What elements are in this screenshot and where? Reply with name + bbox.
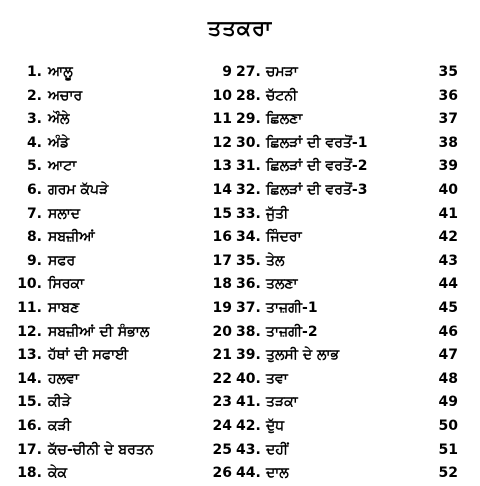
entry-page: 12 bbox=[212, 134, 232, 151]
toc-row bbox=[14, 321, 250, 345]
toc-row bbox=[236, 85, 472, 109]
entry-title: ਛਿਲੜਾਂ ਦੀ ਵਰਤੋਂ-3 bbox=[266, 181, 368, 198]
entry-number: 42. bbox=[236, 417, 261, 434]
toc-column-right bbox=[236, 61, 472, 486]
entry-page: 15 bbox=[212, 205, 232, 222]
entry-title: ਗਰਮ ਕੱਪੜੇ bbox=[48, 181, 109, 198]
entry-page: 41 bbox=[438, 205, 458, 222]
entry-title: ਦੁੱਧ bbox=[266, 417, 285, 434]
entry-page: 50 bbox=[438, 417, 458, 434]
page-title: ਤਤਕਰਾ bbox=[207, 16, 273, 40]
entry-number: 2. bbox=[26, 87, 42, 104]
toc-row bbox=[236, 297, 472, 321]
entry-number: 8. bbox=[26, 229, 42, 246]
entry-number: 28. bbox=[236, 87, 261, 104]
entry-number: 7. bbox=[26, 205, 42, 222]
entry-title: ਛਿਲੜਾਂ ਦੀ ਵਰਤੋਂ-1 bbox=[266, 134, 368, 151]
entry-page: 37 bbox=[438, 111, 458, 128]
entry-title: ਹਲਵਾ bbox=[48, 370, 79, 387]
toc-row bbox=[14, 61, 250, 85]
entry-number: 35. bbox=[236, 252, 261, 269]
toc-row bbox=[236, 321, 472, 345]
toc-row bbox=[236, 273, 472, 297]
entry-title: ਜਿੰਦਰਾ bbox=[266, 229, 302, 246]
toc-row bbox=[14, 179, 250, 203]
toc-row bbox=[236, 132, 472, 156]
entry-title: ਸਿਰਕਾ bbox=[48, 276, 85, 293]
entry-number: 38. bbox=[236, 323, 261, 340]
toc-row bbox=[236, 462, 472, 486]
entry-title: ਚੱਟਨੀ bbox=[266, 87, 298, 104]
entry-title: ਦਹੀਂ bbox=[266, 441, 289, 458]
entry-number: 3. bbox=[26, 111, 42, 128]
toc-row bbox=[14, 85, 250, 109]
entry-title: ਅੰਡੇ bbox=[48, 134, 70, 151]
entry-title: ਕੇਕ bbox=[48, 465, 68, 482]
entry-number: 36. bbox=[236, 276, 261, 293]
entry-number: 29. bbox=[236, 111, 261, 128]
entry-page: 46 bbox=[438, 323, 458, 340]
entry-title: ਸਾਬਣ bbox=[48, 299, 80, 316]
entry-title: ਕੱਚ-ਚੀਨੀ ਦੇ ਬਰਤਨ bbox=[48, 441, 154, 458]
toc-row bbox=[236, 203, 472, 227]
toc-row bbox=[14, 368, 250, 392]
toc-row bbox=[236, 155, 472, 179]
toc-row bbox=[14, 344, 250, 368]
entry-page: 42 bbox=[438, 229, 458, 246]
entry-page: 13 bbox=[212, 158, 232, 175]
entry-page: 44 bbox=[438, 276, 458, 293]
toc-row bbox=[236, 250, 472, 274]
toc-row bbox=[236, 344, 472, 368]
entry-title: ਆਟਾ bbox=[48, 158, 77, 175]
toc-row bbox=[14, 273, 250, 297]
entry-page: 35 bbox=[438, 64, 458, 80]
entry-number: 37. bbox=[236, 299, 261, 316]
toc-row bbox=[236, 226, 472, 250]
entry-page: 51 bbox=[438, 441, 458, 458]
entry-page: 18 bbox=[212, 276, 232, 293]
entry-title: ਆਲੂ bbox=[48, 64, 73, 80]
entry-title: ਦਾਲ bbox=[266, 465, 289, 482]
entry-number: 32. bbox=[236, 181, 261, 198]
entry-page: 9 bbox=[222, 64, 232, 80]
entry-title: ਜੁੱਤੀ bbox=[266, 205, 289, 222]
toc-row bbox=[14, 108, 250, 132]
entry-page: 10 bbox=[212, 87, 232, 104]
entry-number: 9. bbox=[26, 252, 42, 269]
toc-row bbox=[14, 250, 250, 274]
entry-page: 21 bbox=[212, 347, 232, 364]
entry-page: 20 bbox=[212, 323, 232, 340]
entry-number: 31. bbox=[236, 158, 261, 175]
entry-page: 17 bbox=[212, 252, 232, 269]
entry-page: 25 bbox=[212, 441, 232, 458]
entry-page: 19 bbox=[212, 299, 232, 316]
entry-page: 49 bbox=[438, 394, 458, 411]
entry-page: 52 bbox=[438, 465, 458, 482]
entry-number: 1. bbox=[26, 64, 42, 80]
entry-title: ਤਾਜ਼ਗੀ-1 bbox=[266, 299, 318, 316]
entry-number: 27. bbox=[236, 64, 261, 80]
entry-number: 40. bbox=[236, 370, 261, 387]
entry-page: 43 bbox=[438, 252, 458, 269]
entry-page: 24 bbox=[212, 417, 232, 434]
entry-title: ਹੱਥਾਂ ਦੀ ਸਫਾਈ bbox=[48, 347, 129, 364]
entry-title: ਕੀੜੇ bbox=[48, 394, 71, 411]
toc-row bbox=[14, 391, 250, 415]
entry-number: 12. bbox=[17, 323, 42, 340]
entry-title: ਛਿਲਣਾ bbox=[266, 111, 303, 128]
toc-row bbox=[14, 226, 250, 250]
entry-number: 44. bbox=[236, 465, 261, 482]
entry-page: 14 bbox=[212, 181, 232, 198]
entry-title: ਤਵਾ bbox=[266, 370, 288, 387]
entry-page: 47 bbox=[438, 347, 458, 364]
entry-page: 23 bbox=[212, 394, 232, 411]
entry-number: 5. bbox=[26, 158, 42, 175]
entry-title: ਤਾਜ਼ਗੀ-2 bbox=[266, 323, 318, 340]
entry-title: ਤੇਲ bbox=[266, 252, 285, 269]
toc-row bbox=[14, 203, 250, 227]
entry-number: 14. bbox=[17, 370, 42, 387]
toc-row bbox=[14, 462, 250, 486]
entry-page: 39 bbox=[438, 158, 458, 175]
entry-number: 6. bbox=[26, 181, 42, 198]
entry-page: 38 bbox=[438, 134, 458, 151]
entry-number: 11. bbox=[17, 299, 42, 316]
entry-page: 16 bbox=[212, 229, 232, 246]
entry-page: 36 bbox=[438, 87, 458, 104]
entry-title: ਤੜਕਾ bbox=[266, 394, 298, 411]
entry-number: 34. bbox=[236, 229, 261, 246]
toc-row bbox=[236, 391, 472, 415]
toc-row bbox=[236, 439, 472, 463]
entry-title: ਤਲਣਾ bbox=[266, 276, 298, 293]
toc-row bbox=[236, 415, 472, 439]
entry-title: ਸਬਜ਼ੀਆਂ ਦੀ ਸੰਭਾਲ bbox=[48, 323, 150, 340]
entry-number: 30. bbox=[236, 134, 261, 151]
entry-number: 39. bbox=[236, 347, 261, 364]
entry-number: 16. bbox=[17, 417, 42, 434]
toc-row bbox=[236, 108, 472, 132]
entry-number: 15. bbox=[17, 394, 42, 411]
entry-title: ਸਫਰ bbox=[48, 252, 76, 269]
toc-row bbox=[14, 132, 250, 156]
toc-row bbox=[14, 155, 250, 179]
entry-title: ਔਲੇ bbox=[48, 111, 70, 128]
entry-title: ਅਚਾਰ bbox=[48, 87, 83, 104]
entry-number: 13. bbox=[17, 347, 42, 364]
entry-page: 22 bbox=[212, 370, 232, 387]
entry-title: ਸਬਜ਼ੀਆਂ bbox=[48, 229, 95, 246]
toc-row bbox=[14, 297, 250, 321]
entry-number: 17. bbox=[17, 441, 42, 458]
entry-page: 40 bbox=[438, 181, 458, 198]
entry-number: 33. bbox=[236, 205, 261, 222]
entry-page: 11 bbox=[212, 111, 232, 128]
entry-page: 45 bbox=[438, 299, 458, 316]
entry-title: ਛਿਲੜਾਂ ਦੀ ਵਰਤੋਂ-2 bbox=[266, 158, 368, 175]
toc-row bbox=[14, 439, 250, 463]
entry-number: 18. bbox=[17, 465, 42, 482]
entry-title: ਤੁਲਸੀ ਦੇ ਲਾਭ bbox=[266, 347, 340, 364]
entry-title: ਸਲਾਦ bbox=[48, 205, 81, 222]
toc-row bbox=[236, 368, 472, 392]
toc-row bbox=[236, 61, 472, 85]
entry-title: ਕੜੀ bbox=[48, 417, 71, 434]
toc-row bbox=[236, 179, 472, 203]
entry-page: 48 bbox=[438, 370, 458, 387]
entry-number: 41. bbox=[236, 394, 261, 411]
entry-title: ਚਮੜਾ bbox=[266, 64, 298, 80]
entry-number: 10. bbox=[17, 276, 42, 293]
entry-number: 4. bbox=[26, 134, 42, 151]
toc-row bbox=[14, 415, 250, 439]
toc-column-left bbox=[14, 61, 250, 486]
entry-number: 43. bbox=[236, 441, 261, 458]
entry-page: 26 bbox=[212, 465, 232, 482]
